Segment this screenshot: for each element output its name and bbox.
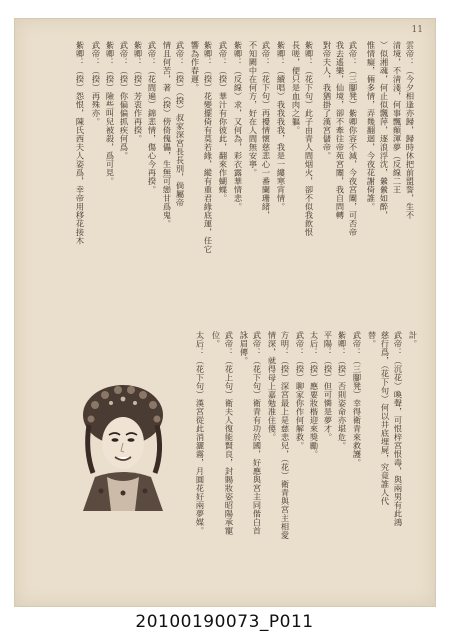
text-column: 武帝：（揆）華汁有你彼此，翻來作蝴蝶。: [218, 41, 229, 203]
text-column: 武帝：（揆）聊家你作何解救。: [295, 331, 306, 450]
text-column: 太后：（揆）應要妝楷迎來獎勵。: [309, 331, 320, 459]
text-column: 情且何苦，著（揆）傍倚傀儡，生無可戀甘爲鬼。: [162, 41, 173, 228]
text-column: 紫卿：（揆）花變擺倚有莫若緣，縱有重君緣底運，任它: [203, 41, 214, 254]
text-column: 武帝：（三腳凳）紫卿你容不減，今夜宮闈，可否帝: [348, 41, 359, 237]
text-column: 武帝：（花間遍）錦悲情，傷心今再揆。: [147, 41, 158, 194]
text-column: 武帝：（三腳凳）幸得衛青來救護。: [352, 331, 363, 467]
text-column: 長嗟，便只是血肉之軀。: [291, 41, 302, 135]
text-column: 武帝：（揆）你偏偏抓疾何爲。: [119, 41, 130, 160]
text-column: 位。: [211, 331, 222, 348]
text-column: 紫卿：（揆）芳衷作再揆。: [133, 41, 144, 143]
text-column: 詠眉傳。: [239, 331, 250, 365]
text-column: 清境，不淸淺，何事飄顛渾夢（反線二王: [392, 41, 403, 194]
text-column: 武帝：（花上句）衛夫人復能賢良，封賜妝姿昭陽承寵: [224, 331, 235, 535]
text-column: ）似湘魂，何止似飄萍，逐浪浮沈，縈縈如醉，: [379, 41, 390, 220]
text-column: 替。: [367, 331, 378, 348]
text-column: 惟情癡，倆多情，弄幾翻迴，今夜花謝倚誰。: [366, 41, 377, 211]
text-column: 情深，就得母上嘉勉准住傻。: [267, 331, 278, 442]
text-column: 武帝：（花下句）衛青有功於國，好應與宮主同偕白首: [252, 331, 263, 535]
text-column: 方明：（揆）深宮最上是慈悲兒，（花）衛青與宮主相愛: [280, 331, 291, 540]
text-column: 武帝：（花下句）再擾情懷慈悲心一番闌珊緒，: [261, 41, 272, 220]
text-column: 對帝夫人，我猶掛了漢宮儲帝。: [322, 41, 333, 160]
text-column: 平陽：（揆）但可憐是夢才。: [323, 331, 334, 442]
text-column: 不知闕中在何方，好在人間無安寧。: [248, 41, 259, 177]
text-column: 紫卿：（揆）險些叫兒被殺，爲可見。: [105, 41, 116, 186]
text-column: 紫卿：（反線）求，又何為，彩衣露華情悲。: [233, 41, 244, 211]
text-column: 響為作春遲。: [190, 41, 201, 92]
performer-portrait: [73, 381, 173, 511]
text-column: 太后：（花下句）漢宮從此消灑霧，月圓花好兩夢媒。: [195, 331, 206, 535]
archive-id: 20100190073_P011: [135, 612, 314, 632]
text-column: 武帝：（沉花）喚聲，可恨梓宮恨毒，與兩男有此鴻: [393, 331, 404, 527]
text-column: 紫卿：（揆）否則姿命亦堪危。: [337, 331, 348, 450]
page-mark: 11: [411, 25, 423, 35]
text-column: 紫卿：（續唱）我我我我，我是一縷寒宵情。: [276, 41, 287, 211]
text-column: 武帝：（揆）再殊亦。: [91, 41, 102, 126]
text-column: 計。: [408, 331, 419, 348]
text-column: 雲帝：（今夕相逢亦歸，歸時休把前盟誓，生不: [405, 41, 416, 220]
text-column: 紫卿：（揆）怨恨，陳氏西夫人姿爲，幸帝用移花接木: [75, 41, 86, 245]
text-column: 慈行爲，（花下句）何以井底埋屍，究竟誰人代: [380, 331, 391, 506]
libretto-page: [14, 18, 436, 607]
text-column: 紫卿：（花下句）此子由青人間烟火，卻不似我飲恨: [304, 41, 315, 237]
text-column: 武帝：（揆）（揆）叔家深宮長長別，倘屬帝: [175, 41, 186, 207]
text-column: 我去遙樂，仙境，卻不牽往帝苑宮闈，我自問轉: [335, 41, 346, 220]
